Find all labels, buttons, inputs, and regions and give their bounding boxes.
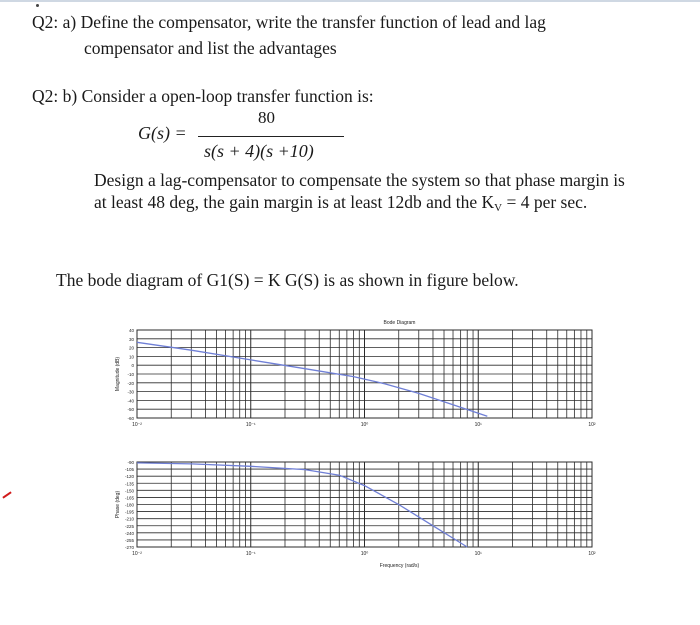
- phase-y-tick-label: -135: [124, 481, 134, 487]
- magnitude-x-tick-label: 10¹: [474, 422, 482, 428]
- phase-x-tick-label: 10²: [588, 551, 596, 557]
- magnitude-y-tick-label: -40: [127, 398, 134, 404]
- design-line-1: Design a lag-compensator to compensate the system so that phase margin is: [94, 170, 625, 190]
- phase-x-tick-label: 10⁻¹: [245, 551, 256, 557]
- magnitude-curve: [137, 342, 487, 416]
- magnitude-x-tick-label: 10⁻²: [132, 422, 142, 428]
- phase-x-tick-label: 10¹: [474, 551, 482, 557]
- phase-x-tick-label: 10⁰: [360, 551, 369, 557]
- magnitude-y-tick-label: 0: [131, 363, 134, 369]
- phase-y-tick-label: -270: [124, 545, 134, 550]
- magnitude-y-tick-label: -60: [127, 416, 134, 421]
- phase-y-tick-label: -165: [124, 495, 134, 501]
- design-line-2-suffix: = 4 per sec.: [502, 192, 588, 212]
- magnitude-x-tick-label: 10⁻¹: [245, 422, 256, 428]
- phase-curve: [137, 463, 467, 547]
- tf-numerator: 80: [258, 108, 275, 127]
- kv-subscript: V: [494, 202, 503, 214]
- magnitude-y-axis-label: Magnitude (dB): [115, 356, 121, 392]
- question-b-intro: Q2: b) Consider a open-loop transfer function is:: [32, 86, 374, 106]
- magnitude-x-tick-label: 10²: [588, 422, 596, 428]
- question-a-line-2: compensator and list the advantages: [84, 38, 337, 58]
- phase-y-axis-label: Phase (deg): [115, 490, 121, 519]
- phase-x-tick-label: 10⁻²: [132, 551, 142, 557]
- magnitude-y-tick-label: -30: [127, 389, 134, 395]
- question-a-line-1: Q2: a) Define the compensator, write the transfer function of lead and lag: [32, 12, 546, 32]
- tf-denominator: s(s + 4)(s +10): [204, 141, 314, 161]
- phase-y-tick-label: -120: [124, 474, 134, 480]
- tf-lhs: G(s) =: [138, 123, 187, 143]
- design-line-2-prefix: at least 48 deg, the gain margin is at least 12db and the K: [94, 192, 495, 212]
- phase-y-tick-label: -150: [124, 488, 134, 494]
- phase-y-tick-label: -225: [124, 523, 134, 529]
- phase-y-tick-label: -105: [124, 467, 134, 473]
- bode-title: Bode Diagram: [383, 320, 416, 326]
- magnitude-y-tick-label: 10: [128, 354, 134, 360]
- phase-y-tick-label: -255: [124, 537, 134, 543]
- magnitude-y-tick-label: -20: [127, 380, 134, 386]
- magnitude-y-tick-label: -50: [127, 407, 134, 413]
- magnitude-y-tick-label: 20: [128, 345, 134, 351]
- magnitude-y-tick-label: 30: [128, 336, 134, 342]
- magnitude-y-tick-label: -10: [127, 372, 134, 377]
- phase-y-tick-label: -180: [124, 502, 134, 508]
- magnitude-x-tick-label: 10⁰: [360, 422, 369, 428]
- phase-y-tick-label: -210: [124, 516, 134, 522]
- phase-y-tick-label: -90: [127, 460, 134, 465]
- phase-y-tick-label: -195: [124, 509, 134, 515]
- bode-caption: The bode diagram of G1(S) = K G(S) is as shown in figure below.: [56, 270, 519, 290]
- phase-y-tick-label: -240: [124, 530, 134, 536]
- magnitude-y-tick-label: 40: [128, 328, 134, 333]
- frequency-axis-label: Frequency (rad/s): [379, 563, 420, 569]
